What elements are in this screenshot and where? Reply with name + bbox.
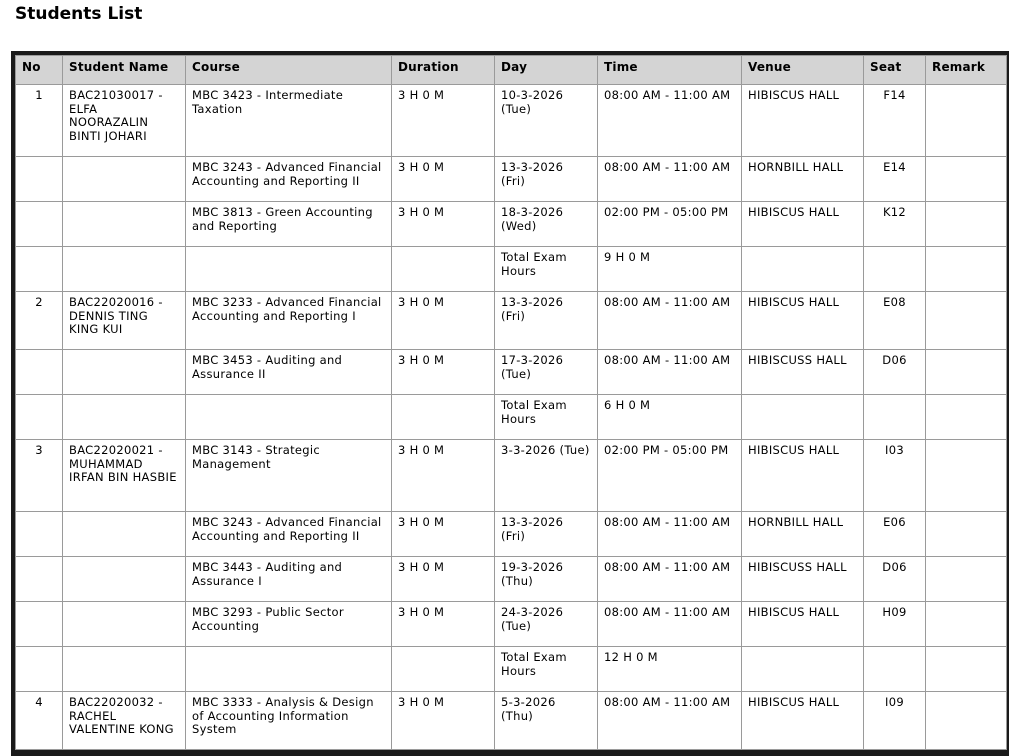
cell-venue: HIBISCUSS HALL <box>742 557 864 602</box>
cell-remark <box>926 557 1007 602</box>
table-row <box>16 292 1007 350</box>
cell-course: MBC 3243 - Advanced Financial Accounting and Reporting II <box>186 157 392 202</box>
cell-no <box>16 602 63 647</box>
table-header-row <box>16 56 1007 85</box>
cell-seat: H09 <box>864 602 926 647</box>
cell-course: MBC 3233 - Advanced Financial Accounting and Reporting I <box>186 292 392 350</box>
cell-student-name: BAC22020032 - RACHEL VALENTINE KONG <box>63 692 186 750</box>
cell-no: 2 <box>16 292 63 350</box>
cell-time: 08:00 AM - 11:00 AM <box>598 350 742 395</box>
cell-time: 02:00 PM - 05:00 PM <box>598 202 742 247</box>
cell-venue: HIBISCUS HALL <box>742 85 864 157</box>
cell-duration: 3 H 0 M <box>392 692 495 750</box>
table-row <box>16 440 1007 512</box>
cell-student-name: BAC22020021 - MUHAMMAD IRFAN BIN HASBIE <box>63 440 186 512</box>
cell-venue: HIBISCUS HALL <box>742 292 864 350</box>
cell-course <box>186 647 392 692</box>
cell-remark <box>926 85 1007 157</box>
cell-student-name <box>63 157 186 202</box>
cell-seat: F14 <box>864 85 926 157</box>
cell-time: 08:00 AM - 11:00 AM <box>598 292 742 350</box>
cell-remark <box>926 692 1007 750</box>
cell-course <box>186 247 392 292</box>
cell-no <box>16 202 63 247</box>
cell-day: 10-3-2026 (Tue) <box>495 85 598 157</box>
cell-duration: 3 H 0 M <box>392 350 495 395</box>
cell-course: MBC 3423 - Intermediate Taxation <box>186 85 392 157</box>
cell-seat: D06 <box>864 557 926 602</box>
cell-duration: 3 H 0 M <box>392 292 495 350</box>
cell-course: MBC 3143 - Strategic Management <box>186 440 392 512</box>
cell-seat: I09 <box>864 692 926 750</box>
cell-course <box>186 395 392 440</box>
cell-time: 08:00 AM - 11:00 AM <box>598 602 742 647</box>
cell-seat <box>864 395 926 440</box>
cell-day: 13-3-2026 (Fri) <box>495 157 598 202</box>
cell-student-name <box>63 512 186 557</box>
cell-remark <box>926 512 1007 557</box>
cell-student-name: BAC21030017 - ELFA NOORAZALIN BINTI JOHARI <box>63 85 186 157</box>
col-header-course: Course <box>186 56 392 85</box>
cell-remark <box>926 247 1007 292</box>
cell-time: 6 H 0 M <box>598 395 742 440</box>
cell-duration: 3 H 0 M <box>392 602 495 647</box>
cell-course: MBC 3813 - Green Accounting and Reporting <box>186 202 392 247</box>
cell-time: 08:00 AM - 11:00 AM <box>598 157 742 202</box>
cell-no <box>16 350 63 395</box>
cell-course: MBC 3333 - Analysis & Design of Accounting Information System <box>186 692 392 750</box>
page-title: Students List <box>15 4 143 24</box>
cell-venue <box>742 247 864 292</box>
cell-day: 5-3-2026 (Thu) <box>495 692 598 750</box>
table-row <box>16 395 1007 440</box>
cell-course: MBC 3293 - Public Sector Accounting <box>186 602 392 647</box>
cell-day: 19-3-2026 (Thu) <box>495 557 598 602</box>
table-row <box>16 247 1007 292</box>
cell-seat: K12 <box>864 202 926 247</box>
cell-no <box>16 247 63 292</box>
table-row <box>16 202 1007 247</box>
table-row <box>16 602 1007 647</box>
cell-remark <box>926 602 1007 647</box>
cell-student-name <box>63 602 186 647</box>
cell-seat <box>864 647 926 692</box>
students-table <box>15 55 1007 750</box>
cell-remark <box>926 350 1007 395</box>
cell-seat: E08 <box>864 292 926 350</box>
cell-seat: E14 <box>864 157 926 202</box>
cell-course: MBC 3443 - Auditing and Assurance I <box>186 557 392 602</box>
cell-duration: 3 H 0 M <box>392 85 495 157</box>
cell-time: 08:00 AM - 11:00 AM <box>598 85 742 157</box>
cell-day: 3-3-2026 (Tue) <box>495 440 598 512</box>
cell-no: 3 <box>16 440 63 512</box>
col-header-duration: Duration <box>392 56 495 85</box>
cell-duration: 3 H 0 M <box>392 157 495 202</box>
table-body <box>16 85 1007 750</box>
cell-seat <box>864 247 926 292</box>
col-header-student-name: Student Name <box>63 56 186 85</box>
cell-day: Total Exam Hours <box>495 395 598 440</box>
cell-remark <box>926 647 1007 692</box>
cell-time: 08:00 AM - 11:00 AM <box>598 512 742 557</box>
cell-seat: I03 <box>864 440 926 512</box>
cell-venue <box>742 647 864 692</box>
cell-duration <box>392 247 495 292</box>
cell-day: 24-3-2026 (Tue) <box>495 602 598 647</box>
cell-remark <box>926 292 1007 350</box>
cell-no <box>16 512 63 557</box>
cell-remark <box>926 440 1007 512</box>
table-row <box>16 557 1007 602</box>
cell-duration: 3 H 0 M <box>392 512 495 557</box>
table-row <box>16 157 1007 202</box>
cell-student-name <box>63 247 186 292</box>
cell-venue: HIBISCUS HALL <box>742 692 864 750</box>
cell-no <box>16 395 63 440</box>
students-table-frame <box>11 51 1009 756</box>
cell-time: 9 H 0 M <box>598 247 742 292</box>
col-header-remark: Remark <box>926 56 1007 85</box>
cell-no <box>16 157 63 202</box>
col-header-no: No <box>16 56 63 85</box>
table-row <box>16 647 1007 692</box>
cell-duration: 3 H 0 M <box>392 557 495 602</box>
col-header-day: Day <box>495 56 598 85</box>
cell-day: 17-3-2026 (Tue) <box>495 350 598 395</box>
cell-day: 18-3-2026 (Wed) <box>495 202 598 247</box>
cell-venue: HIBISCUS HALL <box>742 440 864 512</box>
cell-student-name <box>63 202 186 247</box>
cell-venue: HORNBILL HALL <box>742 512 864 557</box>
cell-no <box>16 647 63 692</box>
cell-remark <box>926 157 1007 202</box>
table-row <box>16 692 1007 750</box>
cell-venue <box>742 395 864 440</box>
cell-venue: HIBISCUSS HALL <box>742 350 864 395</box>
cell-venue: HIBISCUS HALL <box>742 602 864 647</box>
col-header-seat: Seat <box>864 56 926 85</box>
cell-seat: E06 <box>864 512 926 557</box>
cell-no <box>16 557 63 602</box>
cell-remark <box>926 395 1007 440</box>
table-row <box>16 512 1007 557</box>
cell-duration: 3 H 0 M <box>392 440 495 512</box>
cell-seat: D06 <box>864 350 926 395</box>
cell-time: 08:00 AM - 11:00 AM <box>598 692 742 750</box>
table-row <box>16 85 1007 157</box>
cell-day: 13-3-2026 (Fri) <box>495 512 598 557</box>
cell-time: 08:00 AM - 11:00 AM <box>598 557 742 602</box>
cell-day: Total Exam Hours <box>495 647 598 692</box>
cell-day: 13-3-2026 (Fri) <box>495 292 598 350</box>
cell-time: 02:00 PM - 05:00 PM <box>598 440 742 512</box>
cell-duration <box>392 647 495 692</box>
col-header-venue: Venue <box>742 56 864 85</box>
cell-duration <box>392 395 495 440</box>
cell-day: Total Exam Hours <box>495 247 598 292</box>
cell-course: MBC 3453 - Auditing and Assurance II <box>186 350 392 395</box>
cell-no: 4 <box>16 692 63 750</box>
cell-student-name <box>63 557 186 602</box>
cell-duration: 3 H 0 M <box>392 202 495 247</box>
table-row <box>16 350 1007 395</box>
cell-course: MBC 3243 - Advanced Financial Accounting and Reporting II <box>186 512 392 557</box>
col-header-time: Time <box>598 56 742 85</box>
cell-student-name <box>63 350 186 395</box>
cell-time: 12 H 0 M <box>598 647 742 692</box>
cell-student-name: BAC22020016 - DENNIS TING KING KUI <box>63 292 186 350</box>
cell-venue: HIBISCUS HALL <box>742 202 864 247</box>
cell-no: 1 <box>16 85 63 157</box>
cell-student-name <box>63 647 186 692</box>
cell-student-name <box>63 395 186 440</box>
cell-remark <box>926 202 1007 247</box>
cell-venue: HORNBILL HALL <box>742 157 864 202</box>
